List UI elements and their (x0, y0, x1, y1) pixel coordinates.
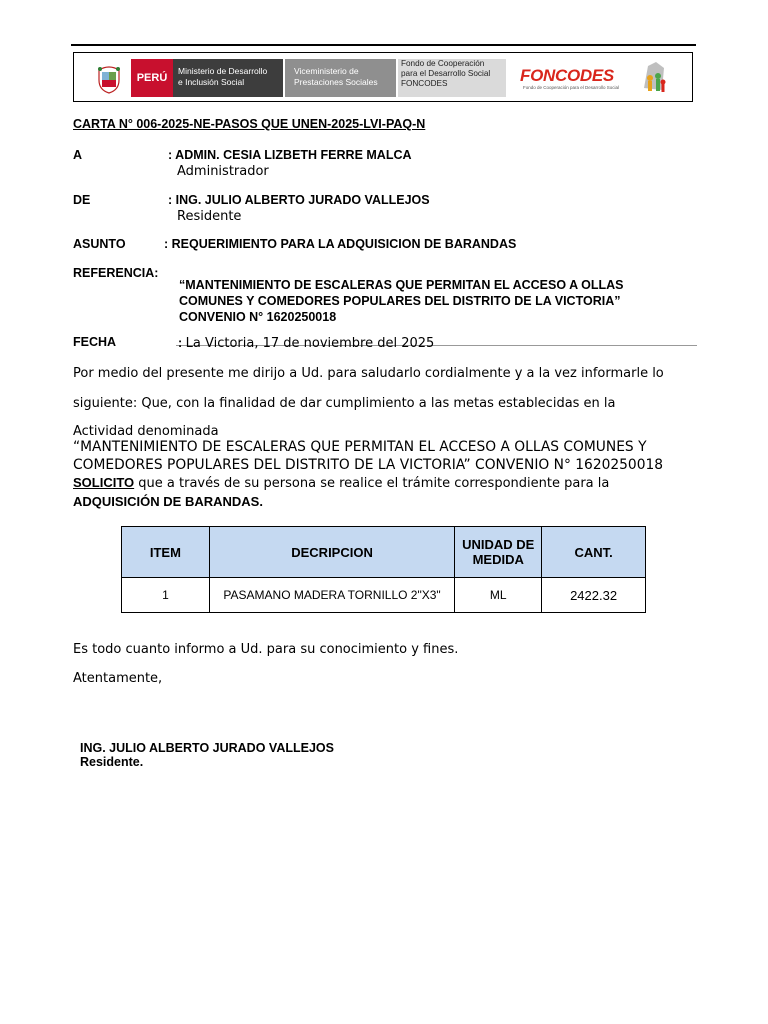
ministry-block (173, 59, 283, 97)
vice-ministry-block (285, 59, 396, 97)
to-value: : ADMIN. CESIA LIZBETH FERRE MALCA (168, 148, 412, 162)
fund-block (398, 59, 506, 97)
reference-line-1: “MANTENIMIENTO DE ESCALERAS QUE PERMITAN EL ACCESO A OLLAS (179, 278, 624, 292)
reference-text (179, 277, 623, 325)
items-table (121, 526, 646, 613)
activity-quote: “MANTENIMIENTO DE ESCALERAS QUE PERMITAN EL ACCESO A OLLAS COMUNES Y COMEDORES POPULARES DEL DISTRITO DE LA VICTORIA” CONVENIO N° 1620250018 (73, 439, 664, 473)
header-quantity: CANT. (542, 527, 646, 578)
reference-label: REFERENCIA: (73, 266, 159, 280)
body-line-3: Actividad denominada (73, 424, 219, 439)
ministry-line-2: e Inclusión Social (178, 77, 245, 87)
cell-description: PASAMANO MADERA TORNILLO 2"X3" (209, 578, 454, 613)
signature-role: Residente. (80, 755, 144, 769)
header-item: ITEM (122, 527, 210, 578)
foncodes-logo-text: FONCODES (520, 66, 614, 85)
body-line-2: siguiente: Que, con la finalidad de dar cumplimiento a las metas establecidas en la (73, 396, 616, 411)
to-label: A (73, 148, 83, 162)
date-label: FECHA (73, 335, 117, 349)
solicito-word: SOLICITO (73, 475, 135, 490)
letter-number: CARTA N° 006-2025-NE-PASOS QUE UNEN-2025-LVI-PAQ-N (73, 117, 426, 131)
header-unit: UNIDAD DE MEDIDA (455, 527, 542, 578)
foncodes-logo-subtitle: Fondo de Cooperación para el Desarrollo Social (523, 85, 620, 90)
subject-label: ASUNTO (73, 237, 126, 251)
table-header-row (122, 527, 646, 578)
subject-value: : REQUERIMIENTO PARA LA ADQUISICION DE BARANDAS (164, 237, 517, 251)
fund-line-2: para el Desarrollo Social (401, 69, 491, 78)
national-shield-icon (96, 64, 122, 94)
signature-name: ING. JULIO ALBERTO JURADO VALLEJOS (80, 741, 334, 755)
cell-item: 1 (122, 578, 210, 613)
regards-line: Atentamente, (73, 671, 163, 686)
date-colon: : (178, 336, 186, 350)
activity-paragraph (73, 439, 693, 511)
to-role: Administrador (177, 164, 269, 179)
reference-line-2: COMUNES Y COMEDORES POPULARES DEL DISTRITO DE LA VICTORIA” (179, 294, 621, 308)
ministry-line-1: Ministerio de Desarrollo (178, 66, 268, 76)
fund-line-1: Fondo de Cooperación (401, 59, 485, 68)
vice-line-2: Prestaciones Sociales (294, 77, 378, 87)
top-rule (71, 44, 696, 46)
from-value: : ING. JULIO ALBERTO JURADO VALLEJOS (168, 193, 430, 207)
closing-line: Es todo cuanto informo a Ud. para su conocimiento y fines. (73, 642, 459, 657)
after-solicito: que a través de su persona se realice el trámite correspondiente para la (134, 476, 610, 491)
reference-line-3: CONVENIO N° 1620250018 (179, 310, 337, 324)
vice-line-1: Viceministerio de (294, 66, 359, 76)
date-row (178, 335, 434, 351)
fund-line-3: FONCODES (401, 79, 448, 88)
body-line-1: Por medio del presente me dirijo a Ud. para saludarlo cordialmente y a la vez informarle lo (73, 366, 664, 381)
from-label: DE (73, 193, 91, 207)
acquisition-text: ADQUISICIÓN DE BARANDAS. (73, 493, 263, 509)
date-value: La Victoria, 17 de noviembre del 2025 (185, 336, 435, 351)
peru-label: PERÚ (131, 59, 173, 97)
cell-quantity: 2422.32 (542, 578, 646, 613)
header-description: DECRIPCION (209, 527, 454, 578)
from-role: Residente (177, 209, 242, 224)
foncodes-figures-icon (640, 58, 668, 98)
table-row (122, 578, 646, 613)
cell-unit: ML (455, 578, 542, 613)
